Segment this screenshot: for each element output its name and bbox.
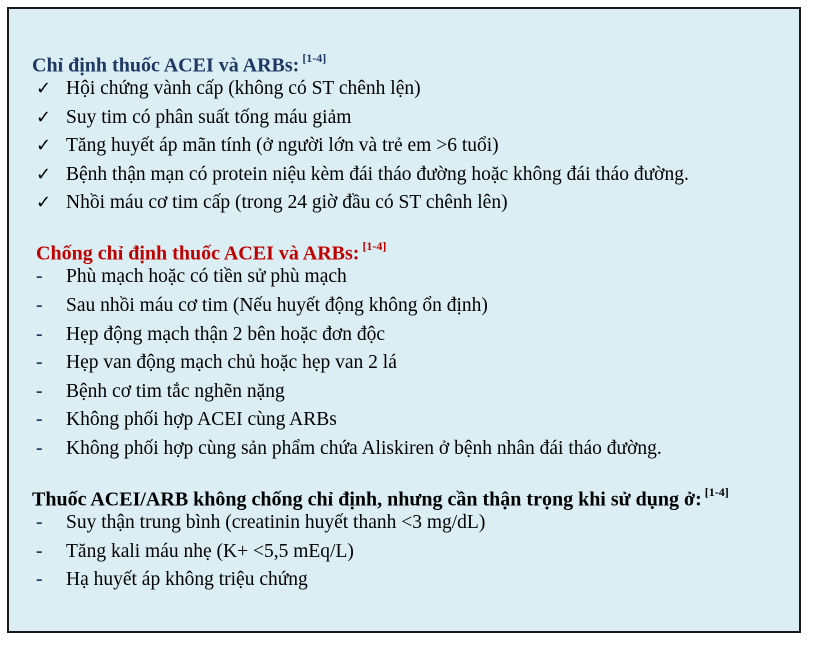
- contraindications-heading-text: Chống chỉ định thuốc ACEI và ARBs:: [36, 242, 360, 265]
- cautions-heading-text: Thuốc ACEI/ARB không chống chỉ định, nhưng cần thận trọng khi sử dụng ở:: [32, 488, 702, 511]
- contraindication-item-text: Không phối hợp cùng sản phẩm chứa Aliskiren ở bệnh nhân đái tháo đường.: [66, 438, 662, 459]
- checkmark-icon: ✓: [36, 135, 52, 156]
- indications-heading: [32, 48, 326, 78]
- dash-bullet-icon: -: [36, 324, 43, 345]
- dash-bullet-icon: -: [36, 352, 43, 373]
- indication-item-text: Hội chứng vành cấp (không có ST chênh lện): [66, 78, 421, 99]
- contraindication-item-text: Bệnh cơ tim tắc nghẽn nặng: [66, 381, 285, 402]
- dash-bullet-icon: -: [36, 438, 43, 459]
- contraindications-heading-ref: [1-4]: [362, 239, 387, 253]
- indication-item-text: Tăng huyết áp mãn tính (ở người lớn và trẻ em >6 tuổi): [66, 135, 499, 156]
- cautions-heading-ref: [1-4]: [704, 485, 729, 499]
- dash-bullet-icon: -: [36, 409, 43, 430]
- dash-bullet-icon: -: [36, 541, 43, 562]
- dash-bullet-icon: -: [36, 512, 43, 533]
- dash-bullet-icon: -: [36, 569, 43, 590]
- indication-item-text: Nhồi máu cơ tim cấp (trong 24 giờ đầu có ST chênh lên): [66, 192, 508, 213]
- indications-heading-ref: [1-4]: [302, 51, 327, 65]
- indication-item-text: Suy tim có phân suất tống máu giảm: [66, 107, 352, 128]
- contraindication-item-text: Phù mạch hoặc có tiền sử phù mạch: [66, 266, 347, 287]
- dash-bullet-icon: -: [36, 381, 43, 402]
- checkmark-icon: ✓: [36, 192, 52, 213]
- checkmark-icon: ✓: [36, 164, 52, 185]
- caution-item-text: Suy thận trung bình (creatinin huyết thanh <3 mg/dL): [66, 512, 486, 533]
- contraindication-item-text: Không phối hợp ACEI cùng ARBs: [66, 409, 337, 430]
- contraindications-heading: [36, 236, 386, 266]
- contraindication-item-text: Hẹp động mạch thận 2 bên hoặc đơn độc: [66, 324, 385, 345]
- indications-heading-text: Chỉ định thuốc ACEI và ARBs:: [32, 54, 300, 77]
- contraindication-item-text: Sau nhồi máu cơ tim (Nếu huyết động không ổn định): [66, 295, 488, 316]
- caution-item-text: Hạ huyết áp không triệu chứng: [66, 569, 308, 590]
- checkmark-icon: ✓: [36, 78, 52, 99]
- caution-item-text: Tăng kali máu nhẹ (K+ <5,5 mEq/L): [66, 541, 354, 562]
- cautions-heading: [32, 482, 729, 512]
- contraindication-item-text: Hẹp van động mạch chủ hoặc hẹp van 2 lá: [66, 352, 397, 373]
- dash-bullet-icon: -: [36, 295, 43, 316]
- checkmark-icon: ✓: [36, 107, 52, 128]
- indication-item-text: Bệnh thận mạn có protein niệu kèm đái tháo đường hoặc không đái tháo đường.: [66, 164, 689, 185]
- dash-bullet-icon: -: [36, 266, 43, 287]
